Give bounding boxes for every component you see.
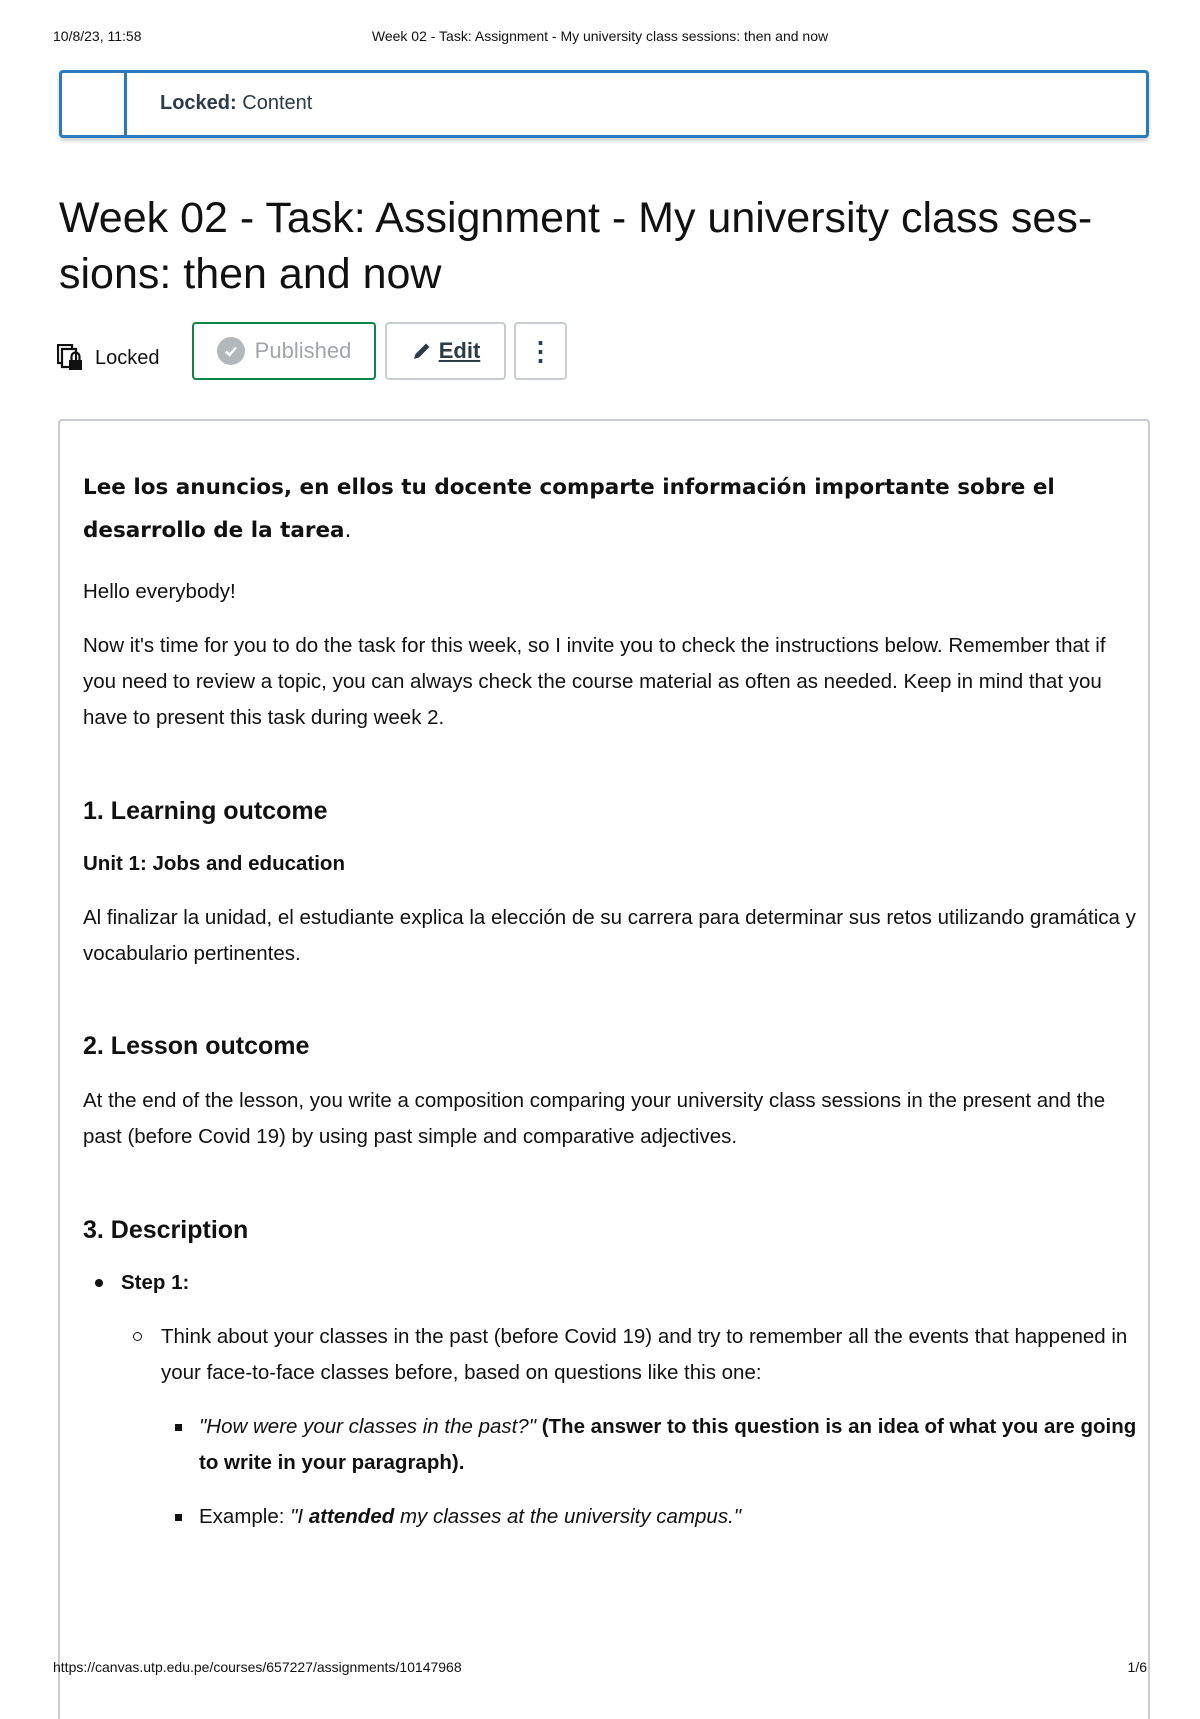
step-1-label: Step 1:	[121, 1271, 190, 1294]
announcement-note-period: .	[344, 518, 352, 543]
banner-accent	[62, 73, 127, 135]
locked-content-banner	[59, 70, 1149, 138]
locked-label: Locked	[95, 346, 160, 369]
more-options-button[interactable]	[514, 322, 567, 380]
banner-label: Locked:	[160, 92, 237, 114]
print-date: 10/8/23, 11:58	[53, 28, 142, 44]
pencil-icon	[411, 340, 433, 362]
description-heading: 3. Description	[83, 1216, 249, 1244]
unit-label: Unit 1: Jobs and education	[83, 852, 345, 875]
list-item	[83, 1265, 1138, 1535]
list-item	[161, 1409, 1138, 1481]
list-item	[121, 1319, 1138, 1535]
check-circle-icon	[217, 337, 245, 365]
assignment-actions	[57, 322, 657, 382]
banner-text	[160, 92, 312, 115]
announcement-note	[83, 466, 1138, 552]
question-note: (The answer to this question is an idea of what you are going to write in your paragraph).	[199, 1415, 1137, 1474]
list-item	[161, 1499, 1138, 1535]
lock-icon	[57, 344, 85, 372]
lesson-outcome-paragraph: At the end of the lesson, you write a composition comparing your university class sessions in the present and the past (before Covid 19) by using past simple and comparative adjectives.	[83, 1089, 1106, 1148]
published-button[interactable]	[192, 322, 376, 380]
example-label: Example:	[199, 1505, 291, 1528]
step-1-text: Think about your classes in the past (before Covid 19) and try to remember all the events that happened in your face-to-face classes before, based on questions like this one:	[161, 1325, 1128, 1384]
example-rest: my classes at the university campus."	[394, 1505, 742, 1528]
instructions-paragraph: Now it's time for you to do the task for this week, so I invite you to check the instructions below. Remember that if you need to review a topic, you can always check the course material as often as needed. Keep in mind that you have to present this task during week 2.	[83, 634, 1106, 729]
learning-outcome-paragraph: Al finalizar la unidad, el estudiante explica la elección de su carrera para determinar sus retos utilizando gramática y vocabulario pertinentes.	[83, 906, 1136, 965]
assignment-description	[83, 466, 1138, 1553]
print-page-title: Week 02 - Task: Assignment - My university class sessions: then and now	[371, 28, 829, 44]
example-verb: attended	[308, 1505, 395, 1528]
banner-value: Content	[242, 92, 313, 114]
edit-button[interactable]	[385, 322, 506, 380]
steps-list	[83, 1265, 1138, 1535]
learning-outcome-heading: 1. Learning outcome	[83, 797, 328, 825]
kebab-icon: ⋮	[527, 335, 554, 366]
print-header	[53, 28, 1147, 48]
step-1-sublist	[121, 1319, 1138, 1535]
page-title: Week 02 - Task: Assignment - My university class ses- sions: then and now	[59, 194, 1093, 298]
question-text: "How were your classes in the past?"	[199, 1415, 537, 1438]
locked-status	[57, 344, 160, 372]
page-url: https://canvas.utp.edu.pe/courses/657227/assignments/10147968	[53, 1659, 462, 1675]
page-number: 1/6	[1127, 1659, 1147, 1675]
edit-label: Edit	[438, 338, 481, 363]
step-1-details	[161, 1409, 1138, 1535]
example-open: "I	[290, 1505, 309, 1528]
print-footer	[53, 1659, 1147, 1679]
lesson-outcome-heading: 2. Lesson outcome	[83, 1032, 310, 1060]
greeting: Hello everybody!	[83, 580, 236, 603]
published-label: Published	[254, 338, 352, 363]
announcement-note-text: Lee los anuncios, en ellos tu docente comparte información importante sobre el desarrollo de la tarea	[83, 475, 1055, 543]
